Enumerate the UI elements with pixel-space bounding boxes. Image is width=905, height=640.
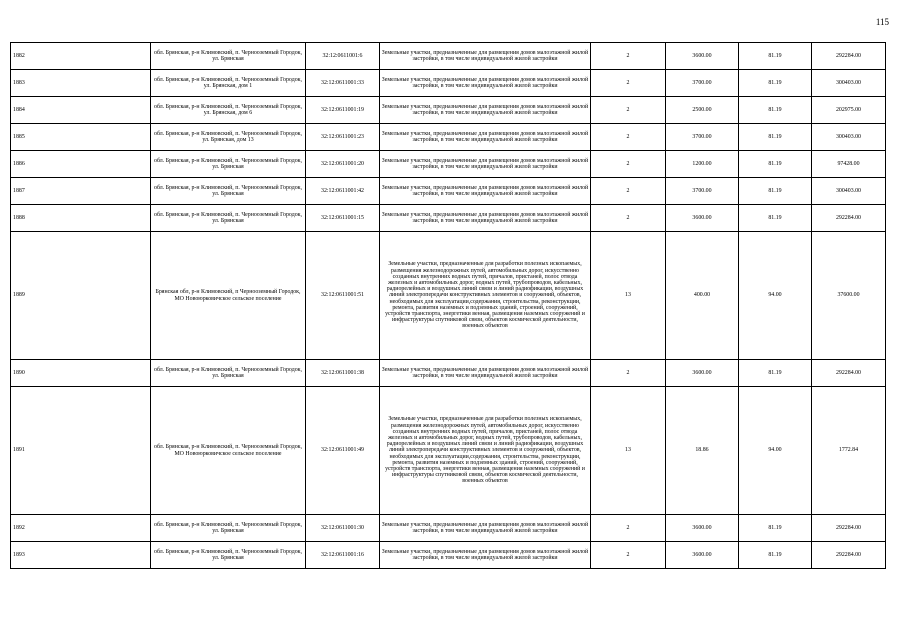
table-row bbox=[11, 124, 886, 151]
rate-cell: 81.19 bbox=[739, 542, 812, 569]
land-use-cell: Земельные участки, предназначенные для разработки полезных ископаемых, размещения железнодорожных путей, автомобильных дорог, искусственно созданных внутренних водных путей, причалов, пристаней, полос отвода железных и автомобильных дорог, водных путей, трубопроводов, кабельных, радиорелейных и воздушных линий связи и линий радиофикации, воздушных линий электропередачи конструктивных элементов и сооружений, объектов, необходимых для эксплуатации,содержания, строительства, реконструкции, ремонта, развития наземных и подземных зданий, строений, сооружений, устройств транспорта, энергетики венная, размещения наземных сооружений и инфраструктуры спутниковой связи, объектов космической деятельности, военных объектов bbox=[380, 387, 591, 515]
table-row bbox=[11, 387, 886, 515]
table-row bbox=[11, 232, 886, 360]
rate-cell: 81.19 bbox=[739, 70, 812, 97]
cadastral-number-cell: 32:12:0611001:23 bbox=[306, 124, 380, 151]
cadastral-number-cell: 32:12:0611001:42 bbox=[306, 178, 380, 205]
table-row bbox=[11, 178, 886, 205]
row-number: 1885 bbox=[11, 124, 151, 151]
rate-cell: 81.19 bbox=[739, 178, 812, 205]
group-cell: 13 bbox=[591, 387, 666, 515]
land-use-cell: Земельные участки, предназначенные для размещения домов малоэтажной жилой застройки, в том числе индивидуальной жилой застройки bbox=[380, 178, 591, 205]
rate-cell: 81.19 bbox=[739, 151, 812, 178]
row-number: 1887 bbox=[11, 178, 151, 205]
cadastral-number-cell: 32:12:0611001:15 bbox=[306, 205, 380, 232]
cadastral-value-cell: 292284.00 bbox=[812, 542, 886, 569]
area-cell: 3600.00 bbox=[666, 542, 739, 569]
group-cell: 2 bbox=[591, 43, 666, 70]
land-use-cell: Земельные участки, предназначенные для размещения домов малоэтажной жилой застройки, в том числе индивидуальной жилой застройки bbox=[380, 151, 591, 178]
area-cell: 3600.00 bbox=[666, 43, 739, 70]
land-use-cell: Земельные участки, предназначенные для разработки полезных ископаемых, размещения железнодорожных путей, автомобильных дорог, искусственно созданных внутренних водных путей, причалов, пристаней, полос отвода железных и автомобильных дорог, водных путей, трубопроводов, кабельных, радиорелейных и воздушных линий связи и линий радиофикации, воздушных линий электропередачи конструктивных элементов и сооружений, объектов, необходимых для эксплуатации,содержания, строительства, реконструкции, ремонта, развития наземных и подземных зданий, строений, сооружений, устройств транспорта, энергетики венная, размещения наземных сооружений и инфраструктуры спутниковой связи, объектов космической деятельности, военных объектов bbox=[380, 232, 591, 360]
group-cell: 2 bbox=[591, 515, 666, 542]
table-row bbox=[11, 205, 886, 232]
cadastral-number-cell: 32:12:0611001:19 bbox=[306, 97, 380, 124]
address-cell: обл. Брянская, р-н Климовский, п. Чернооземный Городок, ул. Брянская bbox=[151, 151, 306, 178]
cadastral-value-cell: 292284.00 bbox=[812, 515, 886, 542]
land-use-cell: Земельные участки, предназначенные для размещения домов малоэтажной жилой застройки, в том числе индивидуальной жилой застройки bbox=[380, 43, 591, 70]
rate-cell: 81.19 bbox=[739, 97, 812, 124]
area-cell: 3600.00 bbox=[666, 205, 739, 232]
cadastral-number-cell: 32:12:0611001:30 bbox=[306, 515, 380, 542]
rate-cell: 81.19 bbox=[739, 360, 812, 387]
group-cell: 2 bbox=[591, 97, 666, 124]
rate-cell: 81.19 bbox=[739, 124, 812, 151]
group-cell: 2 bbox=[591, 151, 666, 178]
area-cell: 3700.00 bbox=[666, 124, 739, 151]
land-use-cell: Земельные участки, предназначенные для размещения домов малоэтажной жилой застройки, в том числе индивидуальной жилой застройки bbox=[380, 542, 591, 569]
area-cell: 3700.00 bbox=[666, 178, 739, 205]
cadastral-value-cell: 1772.84 bbox=[812, 387, 886, 515]
land-use-cell: Земельные участки, предназначенные для размещения домов малоэтажной жилой застройки, в том числе индивидуальной жилой застройки bbox=[380, 515, 591, 542]
table-row bbox=[11, 515, 886, 542]
table-row bbox=[11, 97, 886, 124]
address-cell: обл. Брянская, р-н Климовский, п. Чернооземный Городок, МО Новоюрковичское сельское поселение bbox=[151, 387, 306, 515]
table-body bbox=[11, 43, 886, 569]
cadastral-value-cell: 37600.00 bbox=[812, 232, 886, 360]
address-cell: обл. Брянская, р-н Климовский, п. Чернооземный Городок, ул. Брянская, дом 1 bbox=[151, 70, 306, 97]
table-row bbox=[11, 70, 886, 97]
area-cell: 3600.00 bbox=[666, 360, 739, 387]
cadastral-value-cell: 300403.00 bbox=[812, 124, 886, 151]
cadastral-number-cell: 32:12:0611001:51 bbox=[306, 232, 380, 360]
address-cell: обл. Брянская, р-н Климовский, п. Чернооземный Городок, ул. Брянская bbox=[151, 515, 306, 542]
rate-cell: 94.00 bbox=[739, 387, 812, 515]
land-use-cell: Земельные участки, предназначенные для размещения домов малоэтажной жилой застройки, в том числе индивидуальной жилой застройки bbox=[380, 205, 591, 232]
address-cell: Брянская обл, р-н Климовский, п Чернооземный Городок, МО Новоюрковичское сельское поселение bbox=[151, 232, 306, 360]
area-cell: 3600.00 bbox=[666, 515, 739, 542]
rate-cell: 81.19 bbox=[739, 43, 812, 70]
page-number: 115 bbox=[875, 17, 889, 27]
cadastral-number-cell: 32:12:0611001:6 bbox=[306, 43, 380, 70]
cadastral-number-cell: 32:12:0611001:16 bbox=[306, 542, 380, 569]
table-row bbox=[11, 43, 886, 70]
row-number: 1889 bbox=[11, 232, 151, 360]
rate-cell: 81.19 bbox=[739, 515, 812, 542]
group-cell: 2 bbox=[591, 205, 666, 232]
group-cell: 2 bbox=[591, 542, 666, 569]
row-number: 1892 bbox=[11, 515, 151, 542]
row-number: 1883 bbox=[11, 70, 151, 97]
address-cell: обл. Брянская, р-н Климовский, п. Чернооземный Городок, ул. Брянская bbox=[151, 178, 306, 205]
table-row bbox=[11, 151, 886, 178]
row-number: 1884 bbox=[11, 97, 151, 124]
cadastral-number-cell: 32:12:0611001:33 bbox=[306, 70, 380, 97]
row-number: 1882 bbox=[11, 43, 151, 70]
cadastral-value-table bbox=[10, 42, 886, 569]
group-cell: 2 bbox=[591, 124, 666, 151]
cadastral-number-cell: 32:12:0611001:20 bbox=[306, 151, 380, 178]
row-number: 1890 bbox=[11, 360, 151, 387]
row-number: 1886 bbox=[11, 151, 151, 178]
rate-cell: 94.00 bbox=[739, 232, 812, 360]
table-row bbox=[11, 360, 886, 387]
address-cell: обл. Брянская, р-н Климовский, п. Чернооземный Городок, ул. Брянская bbox=[151, 542, 306, 569]
cadastral-value-cell: 300403.00 bbox=[812, 70, 886, 97]
area-cell: 2500.00 bbox=[666, 97, 739, 124]
land-use-cell: Земельные участки, предназначенные для размещения домов малоэтажной жилой застройки, в том числе индивидуальной жилой застройки bbox=[380, 70, 591, 97]
area-cell: 18.86 bbox=[666, 387, 739, 515]
row-number: 1893 bbox=[11, 542, 151, 569]
table-row bbox=[11, 542, 886, 569]
cadastral-value-cell: 292284.00 bbox=[812, 205, 886, 232]
land-use-cell: Земельные участки, предназначенные для размещения домов малоэтажной жилой застройки, в том числе индивидуальной жилой застройки bbox=[380, 124, 591, 151]
land-use-cell: Земельные участки, предназначенные для размещения домов малоэтажной жилой застройки, в том числе индивидуальной жилой застройки bbox=[380, 97, 591, 124]
rate-cell: 81.19 bbox=[739, 205, 812, 232]
cadastral-value-cell: 300403.00 bbox=[812, 178, 886, 205]
land-use-cell: Земельные участки, предназначенные для размещения домов малоэтажной жилой застройки, в том числе индивидуальной жилой застройки bbox=[380, 360, 591, 387]
row-number: 1888 bbox=[11, 205, 151, 232]
address-cell: обл. Брянская, р-н Климовский, п. Чернооземный Городок, ул. Брянская, дом 13 bbox=[151, 124, 306, 151]
row-number: 1891 bbox=[11, 387, 151, 515]
address-cell: обл. Брянская, р-н Климовский, п. Чернооземный Городок, ул. Брянская, дом 6 bbox=[151, 97, 306, 124]
cadastral-number-cell: 32:12:0611001:49 bbox=[306, 387, 380, 515]
group-cell: 2 bbox=[591, 360, 666, 387]
address-cell: обл. Брянская, р-н Климовский, п. Чернооземный Городок, ул. Брянская bbox=[151, 360, 306, 387]
group-cell: 13 bbox=[591, 232, 666, 360]
group-cell: 2 bbox=[591, 70, 666, 97]
cadastral-number-cell: 32:12:0611001:38 bbox=[306, 360, 380, 387]
cadastral-value-cell: 97428.00 bbox=[812, 151, 886, 178]
address-cell: обл. Брянская, р-н Климовский, п. Чернооземный Городок, ул. Брянская bbox=[151, 43, 306, 70]
area-cell: 400.00 bbox=[666, 232, 739, 360]
group-cell: 2 bbox=[591, 178, 666, 205]
cadastral-value-cell: 202975.00 bbox=[812, 97, 886, 124]
area-cell: 3700.00 bbox=[666, 70, 739, 97]
cadastral-value-cell: 292284.00 bbox=[812, 360, 886, 387]
cadastral-value-cell: 292284.00 bbox=[812, 43, 886, 70]
address-cell: обл. Брянская, р-н Климовский, п. Чернооземный Городок, ул. Брянская bbox=[151, 205, 306, 232]
area-cell: 1200.00 bbox=[666, 151, 739, 178]
